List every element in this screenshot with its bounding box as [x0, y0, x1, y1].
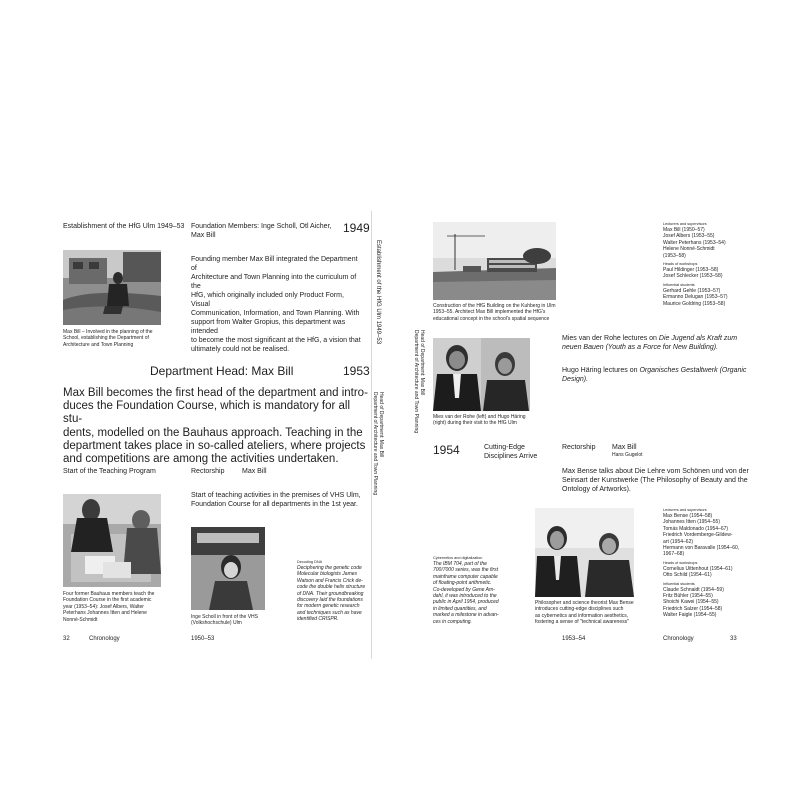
page-number-right: 33 — [730, 636, 737, 642]
caption-line: Peterhans Johannes Itten and Helene — [63, 610, 147, 617]
rectorship-label-1954: Rectorship — [562, 444, 596, 451]
list-item: Maurice Goldring (1953–58) — [663, 300, 726, 307]
note-heading: Decoding DNA — [297, 560, 323, 564]
side-line: Head of Department: Max Bill — [419, 330, 425, 396]
list-item: Paul Hildinger (1953–58) — [663, 267, 719, 274]
caption-line: educational concept in the school's spatial sequence — [433, 315, 550, 322]
caption-line: Nonné-Schmidt — [63, 616, 98, 623]
list-item: Josef Albers (1953–55) — [663, 233, 715, 240]
section-title-establishment: Establishment of the HfG Ulm 1949–53 — [63, 223, 185, 230]
note-line: in limited quantities, and — [433, 605, 487, 612]
note-heading: Cybernetics and digitalization — [433, 556, 483, 560]
staff-list-1953 — [663, 222, 743, 307]
caption-hfg-construction — [433, 303, 573, 322]
caption-line: Four former Bauhaus members teach the — [63, 591, 155, 597]
list-item: art (1954–62) — [663, 538, 694, 545]
mies-lecture — [562, 334, 762, 352]
list-item: Friedrich Vordemberge-Gildew- — [663, 532, 733, 539]
paragraph-teaching-start — [191, 491, 366, 509]
note-line: 700/7000 series, was the first — [433, 567, 499, 574]
note-line: of DNA. Their groundbreaking — [297, 590, 364, 597]
caption-line: Inge Scholl in front of the VHS — [191, 614, 258, 620]
caption-line: (right) during their visit to the HfG Ulm — [433, 420, 517, 427]
year-1954: 1954 — [433, 443, 460, 457]
caption-line: School, establishing the Department of — [63, 335, 149, 342]
list-item: Tomás Maldonado (1954–67) — [663, 525, 729, 532]
year-1953: 1953 — [343, 364, 370, 378]
caption-line: Max Bill – Involved in the planning of the — [63, 329, 153, 335]
rectorship-label: Rectorship — [191, 468, 225, 475]
footer-section-left: Chronology — [89, 636, 120, 642]
list-item: Helene Nonné-Schmidt — [663, 246, 715, 253]
paragraph-first-head — [63, 387, 368, 466]
list-item: Walter Peterhans (1953–54) — [663, 239, 726, 246]
list-item: (1953–58) — [663, 252, 686, 259]
paragraph-line: to become the most significant at the HfG, a vision that — [191, 337, 361, 344]
note-line: dahl, it was introduced to the — [433, 593, 497, 600]
staff-list-1954 — [663, 508, 745, 619]
rectorship-name: Hans Gugelot — [612, 452, 643, 458]
rectorship-names-1954 — [612, 443, 643, 458]
lead-line: Max Bill becomes the first head of the department and intro- — [63, 387, 368, 399]
caption-line: year (1953–54): Josef Albers, Walter — [63, 603, 144, 610]
list-heading: Lecturers and supervisors — [663, 222, 707, 226]
side-line: Department of Architecture and Town Planning — [371, 392, 378, 496]
page-number-left: 32 — [63, 636, 70, 642]
paragraph-line: Foundation Course for all departments in the 1st year. — [191, 501, 358, 508]
photo-hfg-construction — [433, 222, 556, 300]
paragraph-line: Founding member Max Bill integrated the Department of — [191, 256, 358, 272]
photo-max-bense — [535, 508, 634, 597]
caption-line: as cybernetics and information aesthetics, — [535, 612, 629, 619]
list-heading: Lecturers and supervisors — [663, 508, 707, 512]
footer-range-right: 1953–54 — [562, 636, 586, 642]
list-item: Otto Schild (1954–61) — [663, 572, 712, 579]
list-item: Claude Schnaidt (1954–59) — [663, 586, 724, 593]
photo-mies-haring — [433, 338, 530, 411]
list-heading: Influential students — [663, 282, 695, 287]
footer-section-right: Chronology — [663, 636, 694, 642]
note-ibm-704 — [433, 556, 513, 625]
side-label-establishment: Establishment of the HfG Ulm 1949–53 — [375, 240, 381, 345]
note-line: The IBM 704, part of the — [433, 561, 487, 567]
note-line: identified CRISPR. — [297, 616, 339, 623]
list-item: Josef Schlecker (1953–58) — [663, 273, 723, 280]
mies-lecture-title-line2: neuen Bauen (Youth as a Force for New Building). — [562, 344, 719, 351]
note-line: Watson and Francis Crick de- — [297, 577, 363, 584]
foundation-members-line1: Foundation Members: Inge Scholl, Otl Aicher, — [191, 223, 332, 230]
section-title-teaching-program: Start of the Teaching Program — [63, 468, 156, 475]
bense-lecture — [562, 467, 767, 494]
caption-max-bense — [535, 600, 660, 626]
note-line: of floating-point arithmetic. — [433, 580, 492, 587]
list-item: Max Bense (1954–58) — [663, 513, 713, 519]
side-label-head-department — [371, 392, 384, 495]
lead-line: department takes place in so-called ateliers, where projects — [63, 439, 366, 452]
caption-line: 1953–55. Architect Max Bill implemented the HfG's — [433, 309, 546, 316]
paragraph-line: HfG, which originally included only Product Form, Visual — [191, 292, 344, 308]
caption-line: (Volkshochschule) Ulm — [191, 620, 242, 627]
list-item: Friedrich Salzer (1954–58) — [663, 605, 723, 612]
list-item: Walter Faigle (1954–55) — [663, 612, 717, 619]
list-item: Max Bill (1950–57) — [663, 227, 705, 233]
mies-lecture-title: Die Jugend als Kraft zum — [658, 335, 738, 342]
note-line: and techniques such as have — [297, 609, 362, 616]
caption-bauhaus-members — [63, 591, 173, 623]
side-line: Department of Architecture and Town Planning — [412, 330, 419, 434]
lead-line: dents, modelled on the Bauhaus approach. Teaching in the — [63, 426, 363, 439]
list-heading: Influential students — [663, 581, 695, 586]
photo-inge-scholl — [191, 527, 265, 610]
list-heading: Heads of workshops — [663, 560, 698, 565]
bense-line: Seinsart der Kunstwerke (The Philosophy of Beauty and the — [562, 477, 748, 484]
caption-max-bill — [63, 329, 173, 348]
note-line: Molecular biologists James — [297, 571, 358, 578]
haring-lecture-intro: Hugo Häring lectures on — [562, 367, 640, 374]
list-item: Fritz Bühler (1954–55) — [663, 593, 713, 600]
list-item: Cornelius Uittenhout (1954–61) — [663, 565, 733, 572]
photo-bauhaus-members — [63, 494, 161, 587]
footer-range-left: 1950–53 — [191, 636, 215, 642]
foundation-members-line2: Max Bill — [191, 232, 216, 239]
paragraph-founding-member — [191, 255, 363, 354]
year-1949: 1949 — [343, 221, 370, 235]
side-label-right-page — [412, 330, 425, 433]
caption-line: Mies van der Rohe (left) and Hugo Häring — [433, 414, 526, 420]
side-line: Head of Department: Max Bill — [378, 392, 384, 458]
caption-line: introduces cutting-edge disciplines such — [535, 606, 624, 613]
paragraph-line: support from Walter Gropius, this department was intended — [191, 319, 346, 335]
caption-inge-scholl — [191, 614, 281, 627]
list-item: Johannes Itten (1954–55) — [663, 519, 720, 526]
section-title-line: Cutting-Edge — [484, 444, 525, 451]
paragraph-line: Start of teaching activities in the premises of VHS Ulm, — [191, 492, 361, 499]
bense-line: Ontology of Artworks). — [562, 486, 631, 493]
section-title-line: Disciplines Arrive — [484, 453, 538, 460]
foundation-members — [191, 222, 341, 240]
list-item: Ermanno Delugan (1953–57) — [663, 294, 728, 301]
haring-lecture-title: Organisches Gestaltwerk (Organic — [639, 367, 747, 374]
paragraph-line: ultimately could not be realised. — [191, 346, 290, 353]
caption-line: fostering a sense of "technical awareness" — [535, 619, 629, 626]
paragraph-line: Architecture and Town Planning into the curriculum of the — [191, 274, 357, 290]
bense-line: Max Bense talks about Die Lehre vom Schönen und von der — [562, 468, 749, 475]
haring-lecture-title-line2: Design). — [562, 376, 589, 383]
caption-line: Construction of the HfG Building on the Kuhberg in Ulm — [433, 303, 556, 309]
note-line: Co-developed by Gene Am- — [433, 586, 495, 593]
note-line: ces in computing. — [433, 618, 472, 625]
mies-lecture-intro: Mies van der Rohe lectures on — [562, 335, 659, 342]
list-item: Hermann von Baravalle (1954–60, — [663, 545, 740, 552]
caption-line: Foundation Course in the first academic — [63, 597, 152, 604]
note-line: public in April 1954, produced — [433, 599, 499, 606]
rectorship-name: Max Bill — [242, 468, 267, 475]
note-line: Deciphering the genetic code — [297, 565, 362, 571]
list-item: Shoichi Kawei (1954–55) — [663, 599, 719, 606]
paragraph-line: Communication, Information, and Town Planning. With — [191, 310, 360, 317]
rectorship-name: Max Bill — [612, 444, 637, 451]
note-line: for modern genetic research — [297, 603, 360, 610]
list-item: Gerhard Gehle (1953–57) — [663, 287, 721, 294]
photo-max-bill — [63, 250, 161, 325]
note-line: code the double helix structure — [297, 584, 366, 591]
caption-mies-haring — [433, 414, 543, 427]
list-item: 1967–68) — [663, 551, 685, 558]
note-line: discovery laid the foundations — [297, 597, 363, 604]
section-title-department-head: Department Head: Max Bill — [150, 364, 294, 378]
note-line: mainframe computer capable — [433, 573, 498, 580]
note-decoding-dna — [297, 560, 369, 623]
lead-line: duces the Foundation Course, which is mandatory for all stu- — [63, 400, 351, 426]
lead-line: and competitions are among the activities undertaken. — [63, 453, 339, 466]
list-heading: Heads of workshops — [663, 262, 698, 267]
section-title-cutting-edge — [484, 443, 537, 461]
haring-lecture — [562, 366, 762, 384]
caption-line: Architecture and Town Planning — [63, 341, 134, 348]
caption-line: Philosopher and science theorist Max Bense — [535, 600, 634, 606]
note-line: marked a milestone in advan- — [433, 612, 499, 619]
